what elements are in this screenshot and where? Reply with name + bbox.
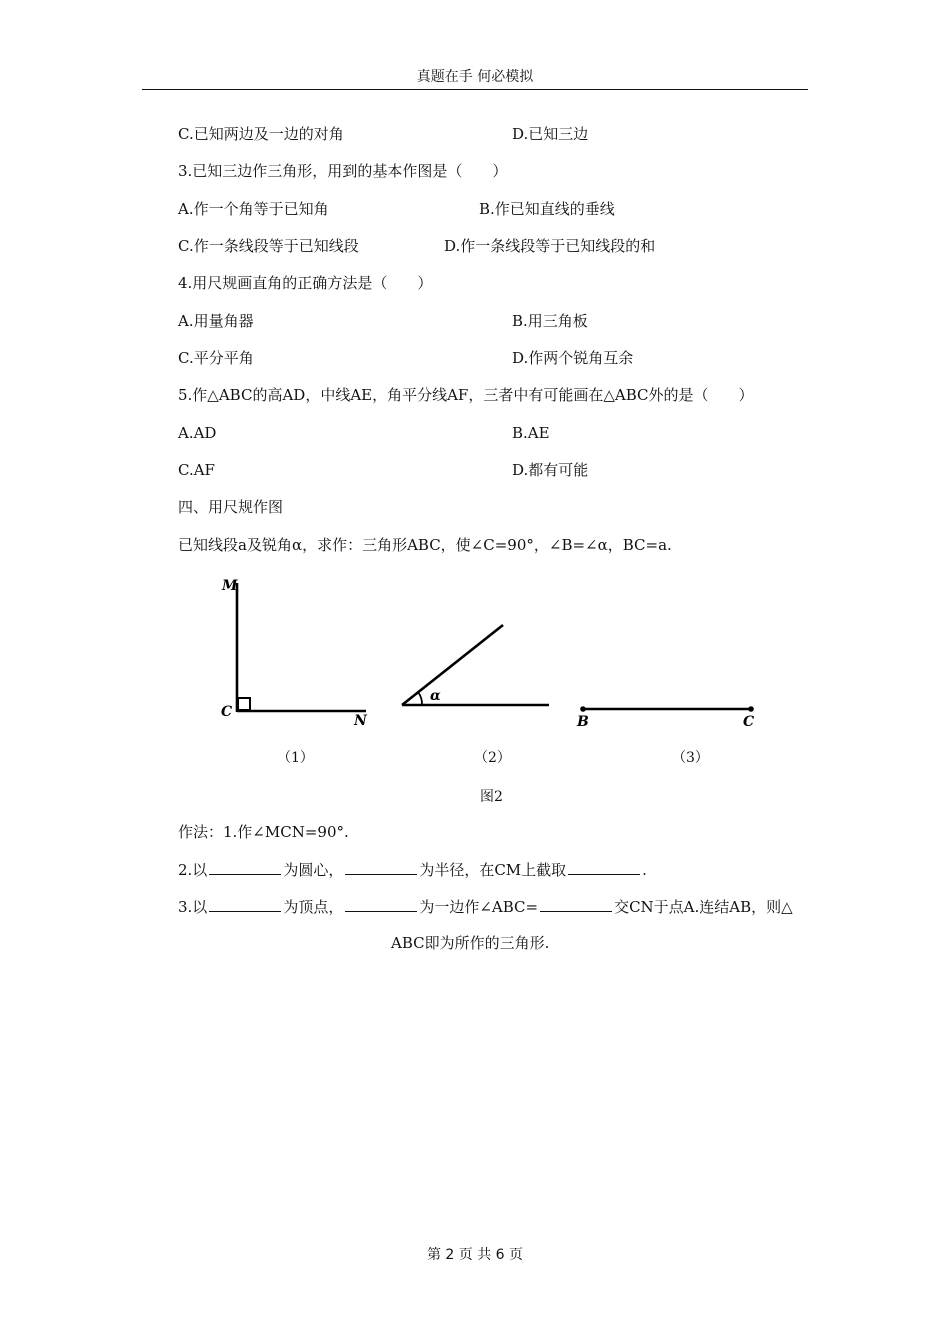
step-2-text-d: . <box>642 861 647 879</box>
section-heading: 四、用尺规作图 <box>178 498 284 516</box>
q2-option-d: D.已知三边 <box>512 125 589 143</box>
construction-problem: 已知线段a及锐角α，求作：三角形ABC，使∠C=90°，∠B=∠α，BC=a. <box>178 536 672 554</box>
step-3-blank-vertex[interactable] <box>209 896 281 912</box>
q5-option-d: D.都有可能 <box>512 461 589 479</box>
q4-stem: 4.用尺规画直角的正确方法是（ ） <box>178 274 433 292</box>
point-c <box>748 706 754 712</box>
angle-arc <box>418 692 422 705</box>
q4-option-a: A.用量角器 <box>178 312 254 330</box>
step-3-blank-angle[interactable] <box>540 896 612 912</box>
q3-option-d: D.作一条线段等于已知线段的和 <box>444 237 656 255</box>
step-2 <box>178 859 647 880</box>
right-angle-mark <box>238 698 250 710</box>
caption-fig1: （1） <box>277 750 314 766</box>
q3-option-a: A.作一个角等于已知角 <box>178 200 329 218</box>
q4-option-c: C.平分平角 <box>178 349 254 367</box>
label-b: B <box>577 714 589 730</box>
label-m: M <box>222 578 238 594</box>
step-3-text-a: 3.以 <box>178 898 208 916</box>
caption-fig3: （3） <box>672 750 709 766</box>
step-3-text-c: 为一边作∠ABC= <box>419 898 539 916</box>
step-1: 作法：1.作∠MCN=90°. <box>178 823 349 841</box>
step-3-blank-side[interactable] <box>345 896 417 912</box>
step-3-continuation: ABC即为所作的三角形. <box>391 934 550 952</box>
label-n: N <box>354 713 367 729</box>
step-2-blank-segment[interactable] <box>568 859 640 875</box>
page-header: 真题在手 何必模拟 <box>416 69 534 85</box>
q3-option-b: B.作已知直线的垂线 <box>479 200 615 218</box>
q5-option-a: A.AD <box>178 424 217 442</box>
step-2-blank-radius[interactable] <box>345 859 417 875</box>
q3-stem: 3.已知三边作三角形，用到的基本作图是（ ） <box>178 162 508 180</box>
label-alpha: α <box>430 688 441 704</box>
label-c-fig3: C <box>743 714 755 730</box>
step-3-text-d: 交CN于点A.连结AB，则△ <box>614 898 793 916</box>
angle-slanted-ray <box>402 625 503 705</box>
caption-fig2: （2） <box>474 750 511 766</box>
q4-option-d: D.作两个锐角互余 <box>512 349 634 367</box>
step-2-text-a: 2.以 <box>178 861 208 879</box>
q5-option-b: B.AE <box>512 424 550 442</box>
label-c-fig1: C <box>221 704 233 720</box>
step-3 <box>178 896 793 917</box>
step-2-text-b: 为圆心， <box>283 861 344 879</box>
figure-title: 图2 <box>480 789 503 805</box>
q3-option-c: C.作一条线段等于已知线段 <box>178 237 359 255</box>
step-3-text-b: 为顶点， <box>283 898 344 916</box>
q4-option-b: B.用三角板 <box>512 312 588 330</box>
step-2-blank-center[interactable] <box>209 859 281 875</box>
q5-stem: 5.作△ABC的高AD，中线AE，角平分线AF，三者中有可能画在△ABC外的是（ ） <box>178 386 754 404</box>
point-b <box>580 706 586 712</box>
q2-option-c: C.已知两边及一边的对角 <box>178 125 344 143</box>
page-footer: 第 2 页 共 6 页 <box>426 1247 524 1263</box>
step-2-text-c: 为半径，在CM上截取 <box>419 861 567 879</box>
q5-option-c: C.AF <box>178 461 215 479</box>
